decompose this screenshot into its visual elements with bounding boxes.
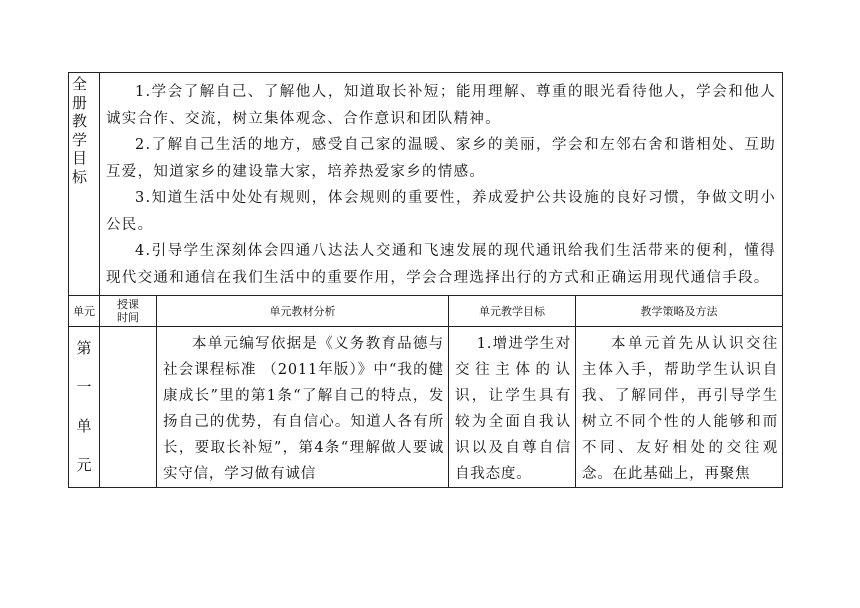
- overall-goals-content: [100, 73, 783, 296]
- goal-item: 1.学会了解自己、了解他人，知道取长补短；能用理解、尊重的眼光看待他人，学会和他人诚实合作、交流，树立集体观念、合作意识和团队精神。: [106, 84, 777, 127]
- header-time: 授课时间: [100, 296, 157, 327]
- goal-item: 2.了解自己生活的地方，感受自己家的温暖、家乡的美丽，学会和左邻右舍和谐相处、互助互爱，知道家乡的建设靠大家，培养热爱家乡的情感。: [106, 137, 777, 180]
- unit-analysis: [157, 327, 449, 488]
- unit-time: [100, 327, 157, 488]
- unit-name-char: 元: [76, 456, 92, 474]
- unit-row: [69, 327, 783, 488]
- goal-item: 4.引导学生深刻体会四通八达法人交通和飞速发展的现代通讯给我们生活带来的便利，懂得现代交通和通信在我们生活中的重要作用，学会合理选择出行的方式和正确运用现代通信手段。: [106, 243, 777, 286]
- column-header-row: [69, 296, 783, 327]
- header-analysis: 单元教材分析: [157, 296, 449, 327]
- unit-name-char: 单: [76, 417, 92, 435]
- unit-goals-text: 1.增进学生对交往主体的认识，让学生具有较为全面自我认识以及自尊自信自我态度。: [455, 336, 571, 482]
- teaching-plan-table: [68, 72, 783, 488]
- label-char: 教: [72, 112, 88, 130]
- unit-analysis-text: 本单元编写依据是《义务教育品德与社会课程标准 （2011年版）》中“我的健康成长”里的第1条“了解自己的特点，发扬自己的优势，有自信心。知道人各有所长，要取长补短”，第4条“理解做人要诚实守信，学习做有诚信: [163, 336, 444, 482]
- overall-goals-row: [69, 73, 783, 296]
- unit-name-char: 一: [76, 378, 92, 396]
- label-char: 标: [72, 167, 88, 186]
- header-unit: 单元: [69, 296, 100, 327]
- unit-goals: [449, 327, 576, 488]
- label-char: 全: [72, 75, 88, 93]
- label-char: 册: [72, 93, 88, 112]
- label-char: 目: [72, 149, 88, 167]
- goal-item: 3.知道生活中处处有规则，体会规则的重要性，养成爱护公共设施的良好习惯，争做文明小公民。: [106, 190, 777, 233]
- unit-name: [69, 327, 100, 488]
- overall-goals-label: [69, 73, 100, 296]
- header-unit-goals: 单元教学目标: [449, 296, 576, 327]
- label-char: 学: [72, 130, 88, 149]
- unit-strategy-text: 本单元首先从认识交往主体入手，帮助学生认识自我、了解同伴，再引导学生树立不同个性的人能够和而不同、友好相处的交往观念。在此基础上，再聚焦: [582, 336, 779, 482]
- unit-name-char: 第: [76, 339, 92, 357]
- unit-strategy: [576, 327, 783, 488]
- header-strategy: 教学策略及方法: [576, 296, 783, 327]
